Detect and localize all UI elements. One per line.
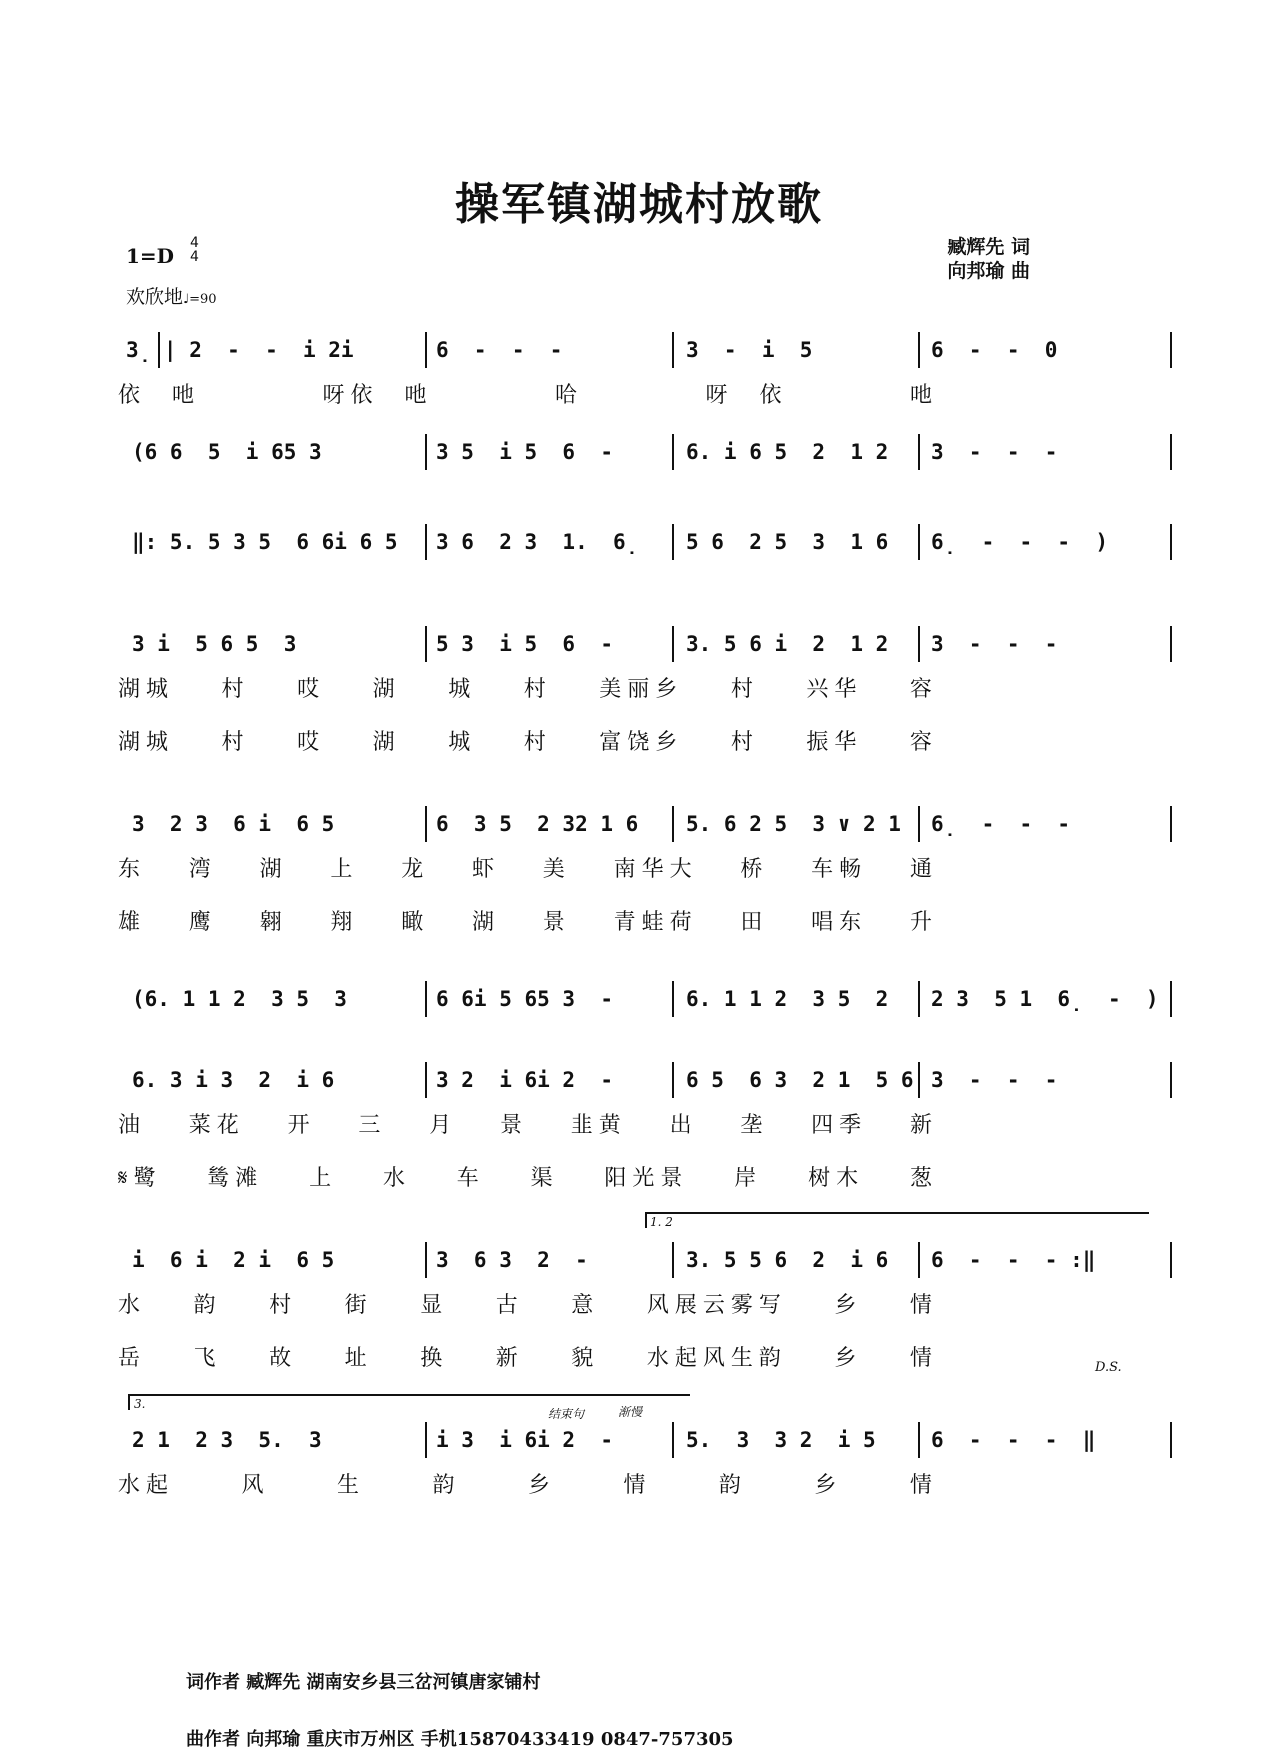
- measure-notes: 6 5 6 3 2 1 5 6: [686, 1068, 914, 1092]
- bar-line: [672, 1422, 674, 1458]
- lyric-word: 湖: [372, 730, 401, 755]
- bar-line: [1170, 434, 1172, 470]
- first-ending-label: 1. 2: [650, 1215, 673, 1229]
- measure-notes: 6 - - 0: [931, 338, 1058, 362]
- lyric-word: 水: [382, 1166, 411, 1191]
- song-title: 操军镇湖城村放歌: [455, 179, 823, 230]
- lyric-word: 开: [287, 1113, 316, 1138]
- lyric-word: 乡: [527, 1473, 556, 1498]
- time-signature: [190, 236, 199, 264]
- lyric-word: 湖城: [118, 730, 175, 755]
- bar-line: [1170, 981, 1172, 1017]
- measure-notes: 3 6 2 3 1. 6̣: [436, 530, 639, 554]
- bar-line: [425, 1422, 427, 1458]
- dal-segno-mark: D.S.: [1095, 1360, 1122, 1375]
- lyric-word: 貌: [571, 1346, 600, 1371]
- lyric-word: 美丽乡: [599, 677, 684, 702]
- bar-line: [672, 524, 674, 560]
- lyric-word: 街: [344, 1293, 373, 1318]
- lyric-word: 青蛙荷: [613, 910, 698, 935]
- measure-notes: (6. 1 1 2 3 5 3: [132, 987, 347, 1011]
- lyric-line: [118, 1161, 938, 1192]
- measure-notes: ‖: 5. 5 3 5 6 6i 6 5: [132, 530, 398, 554]
- time-denominator: 4: [190, 249, 199, 265]
- lyricist-info: 词作者 臧辉先 湖南安乡县三岔河镇唐家铺村: [186, 1672, 541, 1693]
- lyric-word: 哈: [554, 383, 583, 408]
- lyric-word: 容: [909, 730, 938, 755]
- lyric-word: 呀依 吔: [322, 383, 433, 408]
- lyric-word: 韵: [432, 1473, 461, 1498]
- lyric-word: 换: [420, 1346, 449, 1371]
- bar-line: [1170, 1062, 1172, 1098]
- lyric-word: 阳光景: [604, 1166, 689, 1191]
- key-signature: 1=D: [126, 244, 175, 268]
- measure-notes: 3 5 i 5 6 -: [436, 440, 614, 464]
- measure-notes: 3 i 5 6 5 3: [132, 632, 297, 656]
- lyric-word: 水: [118, 1293, 147, 1318]
- third-ending-label: 3.: [134, 1397, 146, 1411]
- measure-notes: 6̣ - - -: [931, 812, 1071, 836]
- measure-notes: 6 - - - ‖: [931, 1428, 1096, 1452]
- lyric-word: 吔: [909, 383, 938, 408]
- lyric-word: 油: [118, 1113, 147, 1138]
- measure-notes: i 3 i 6i 2 -: [436, 1428, 614, 1452]
- lyric-word: 垄: [740, 1113, 769, 1138]
- measure-notes: 6 6i 5 65 3 -: [436, 987, 614, 1011]
- lyric-word: 村: [221, 677, 250, 702]
- lyric-word: 唱东: [811, 910, 868, 935]
- tempo-marking: [126, 282, 217, 309]
- bar-line: [672, 981, 674, 1017]
- lyric-word: 岳: [118, 1346, 147, 1371]
- lyric-word: 情: [909, 1293, 938, 1318]
- measure-notes: 3 - - -: [931, 1068, 1058, 1092]
- lyric-word: 田: [740, 910, 769, 935]
- lyric-line: [118, 905, 938, 936]
- lyric-word: 飞: [193, 1346, 222, 1371]
- bar-line: [1170, 332, 1172, 368]
- lyric-word: 容: [909, 677, 938, 702]
- lyric-word: 古: [495, 1293, 524, 1318]
- lyricist-credit: 臧辉先 词: [947, 236, 1030, 258]
- measure-notes: 5. 3 3 2 i 5: [686, 1428, 876, 1452]
- bar-line: [1170, 626, 1172, 662]
- lyric-word: 城: [448, 677, 477, 702]
- bar-line: [1170, 806, 1172, 842]
- bar-line: [918, 626, 920, 662]
- lyric-line: [118, 725, 938, 756]
- lyric-word: 美: [542, 857, 571, 882]
- lyric-word: 车: [456, 1166, 485, 1191]
- measure-notes: 5 6 2 5 3 1 6: [686, 530, 889, 554]
- bar-line: [672, 434, 674, 470]
- lyric-word: 菜花: [188, 1113, 245, 1138]
- lyric-word: 乡: [834, 1346, 863, 1371]
- tempo-metronome: ♩=90: [183, 292, 217, 307]
- measure-notes: 6 3 5 2 32 1 6: [436, 812, 639, 836]
- lyric-word: 出: [669, 1113, 698, 1138]
- bar-line: [672, 1062, 674, 1098]
- composer-info: 曲作者 向邦瑜 重庆市万州区 手机15870433419 0847-757305: [186, 1729, 734, 1750]
- lyric-word: 通: [909, 857, 938, 882]
- ritardando-note: 渐慢: [618, 1405, 643, 1419]
- lyric-word: 新: [495, 1346, 524, 1371]
- lyric-word: 情: [623, 1473, 652, 1498]
- lyric-word: 雄: [118, 910, 147, 935]
- lyric-word: 富饶乡: [599, 730, 684, 755]
- bar-line: [918, 806, 920, 842]
- bar-line: [672, 332, 674, 368]
- bar-line: [1170, 1422, 1172, 1458]
- lyric-line: [118, 1468, 938, 1499]
- measure-notes: 2 1 2 3 5. 3: [132, 1428, 322, 1452]
- measure-notes: 6. 1 1 2 3 5 2: [686, 987, 889, 1011]
- lyric-word: 岸: [734, 1166, 763, 1191]
- measure-notes: i 6 i 2 i 6 5: [132, 1248, 335, 1272]
- bar-line: [918, 1242, 920, 1278]
- lyric-word: 情: [909, 1346, 938, 1371]
- bar-line: [672, 806, 674, 842]
- measure-notes: 3. 5 5 6 2 i 6: [686, 1248, 889, 1272]
- bar-line: [918, 434, 920, 470]
- measure-notes: 6 - - - :‖: [931, 1248, 1096, 1272]
- lyric-word: 鸶滩: [207, 1166, 264, 1191]
- lyric-word: 故: [269, 1346, 298, 1371]
- bar-line: [672, 626, 674, 662]
- lyric-word: 升: [909, 910, 938, 935]
- lyric-word: 车畅: [811, 857, 868, 882]
- lyric-word: 鹰: [188, 910, 217, 935]
- measure-notes: 6. i 6 5 2 1 2: [686, 440, 889, 464]
- lyric-word: 水起: [118, 1473, 175, 1498]
- lyric-word: 意: [571, 1293, 600, 1318]
- bar-line: [918, 524, 920, 560]
- lyric-word: 湖: [372, 677, 401, 702]
- measure-notes: 5 3 i 5 6 -: [436, 632, 614, 656]
- lyric-line: [118, 1341, 938, 1372]
- lyric-word: 水起风生韵: [646, 1346, 787, 1371]
- lyric-word: 生: [336, 1473, 365, 1498]
- ending-phrase-note: 结束句: [548, 1407, 585, 1421]
- measure-notes: 3 - - -: [931, 632, 1058, 656]
- lyric-word: 𝄋鹭: [118, 1166, 162, 1191]
- lyric-word: 葱: [909, 1166, 938, 1191]
- lyric-line: [118, 1288, 938, 1319]
- lyric-word: 渠: [530, 1166, 559, 1191]
- measure-notes: 3. 5 6 i 2 1 2: [686, 632, 889, 656]
- lyric-line: [118, 672, 938, 703]
- bar-line: [425, 981, 427, 1017]
- lyric-word: 风: [241, 1473, 270, 1498]
- lyric-word: 韵: [718, 1473, 747, 1498]
- measure-notes: 2 3 5 1 6̣ - ): [931, 987, 1159, 1011]
- lyric-word: 兴华: [806, 677, 863, 702]
- bar-line: [425, 626, 427, 662]
- lyric-word: 韭黄: [570, 1113, 627, 1138]
- lyric-word: 依 吔: [118, 383, 200, 408]
- lyric-word: 城: [448, 730, 477, 755]
- first-ending-bracket: [645, 1212, 1149, 1228]
- lyric-word: 树木: [808, 1166, 865, 1191]
- lyric-word: 哎: [297, 730, 326, 755]
- measure-notes: 6. 3 i 3 2 i 6: [132, 1068, 335, 1092]
- lyric-word: 村: [730, 730, 759, 755]
- lyric-word: 龙: [401, 857, 430, 882]
- lyric-word: 哎: [297, 677, 326, 702]
- lyric-word: 南华大: [613, 857, 698, 882]
- bar-line: [918, 981, 920, 1017]
- measure-notes: 3 - i 5: [686, 338, 813, 362]
- bar-line: [918, 1062, 920, 1098]
- lyric-word: 湖城: [118, 677, 175, 702]
- lyric-line: [118, 1108, 938, 1139]
- measure-notes: 6 - - -: [436, 338, 563, 362]
- lyric-word: 村: [523, 730, 552, 755]
- measure-notes: 3 - - -: [931, 440, 1058, 464]
- lyric-word: 新: [909, 1113, 938, 1138]
- bar-line: [425, 434, 427, 470]
- measure-notes: 3 6 3 2 -: [436, 1248, 588, 1272]
- lyric-word: 振华: [806, 730, 863, 755]
- bar-line: [918, 332, 920, 368]
- lyric-word: 村: [730, 677, 759, 702]
- bar-line: [918, 1422, 920, 1458]
- lyric-word: 虾: [471, 857, 500, 882]
- lyric-word: 乡: [834, 1293, 863, 1318]
- lyric-word: 村: [523, 677, 552, 702]
- bar-line: [672, 1242, 674, 1278]
- lyric-word: 韵: [193, 1293, 222, 1318]
- lyric-word: 村: [269, 1293, 298, 1318]
- bar-line: [425, 1062, 427, 1098]
- lyric-word: 四季: [811, 1113, 868, 1138]
- bar-line: [1170, 1242, 1172, 1278]
- lyric-word: 瞰: [401, 910, 430, 935]
- tempo-expression: 欢欣地: [126, 286, 184, 308]
- lyric-line: [118, 378, 938, 409]
- lyric-word: 址: [344, 1346, 373, 1371]
- measure-notes: 5. 6 2 5 3 ∨ 2 1: [686, 812, 901, 836]
- lyric-line: [118, 852, 938, 883]
- measure-notes: 6̣ - - - ): [931, 530, 1109, 554]
- lyric-word: 湖: [259, 857, 288, 882]
- measure-notes: 3̣ | 2 - - i 2i: [126, 338, 354, 362]
- lyric-word: 村: [221, 730, 250, 755]
- bar-line: [1170, 524, 1172, 560]
- lyric-word: 湾: [188, 857, 217, 882]
- measure-notes: (6 6 5 i 65 3: [132, 440, 322, 464]
- bar-line: [425, 1242, 427, 1278]
- lyric-word: 上: [309, 1166, 338, 1191]
- lyric-word: 风展云雾写: [646, 1293, 787, 1318]
- lyric-word: 呀 依: [705, 383, 788, 408]
- lyric-word: 情: [909, 1473, 938, 1498]
- lyric-word: 景: [542, 910, 571, 935]
- measure-notes: 3 2 i 6i 2 -: [436, 1068, 614, 1092]
- lyric-word: 翱: [259, 910, 288, 935]
- third-ending-bracket: [128, 1394, 690, 1410]
- lyric-word: 景: [499, 1113, 528, 1138]
- lyric-word: 东: [118, 857, 147, 882]
- lyric-word: 上: [330, 857, 359, 882]
- lyric-word: 湖: [471, 910, 500, 935]
- bar-line: [425, 524, 427, 560]
- lyric-word: 显: [420, 1293, 449, 1318]
- lyric-word: 月: [429, 1113, 458, 1138]
- bar-line: [425, 806, 427, 842]
- lyric-word: 乡: [814, 1473, 843, 1498]
- lyric-word: 三: [358, 1113, 387, 1138]
- composer-credit: 向邦瑜 曲: [947, 260, 1030, 282]
- lyric-word: 桥: [740, 857, 769, 882]
- measure-notes: 3 2 3 6 i 6 5: [132, 812, 335, 836]
- bar-line: [425, 332, 427, 368]
- lyric-word: 翔: [330, 910, 359, 935]
- time-numerator: 4: [190, 235, 199, 251]
